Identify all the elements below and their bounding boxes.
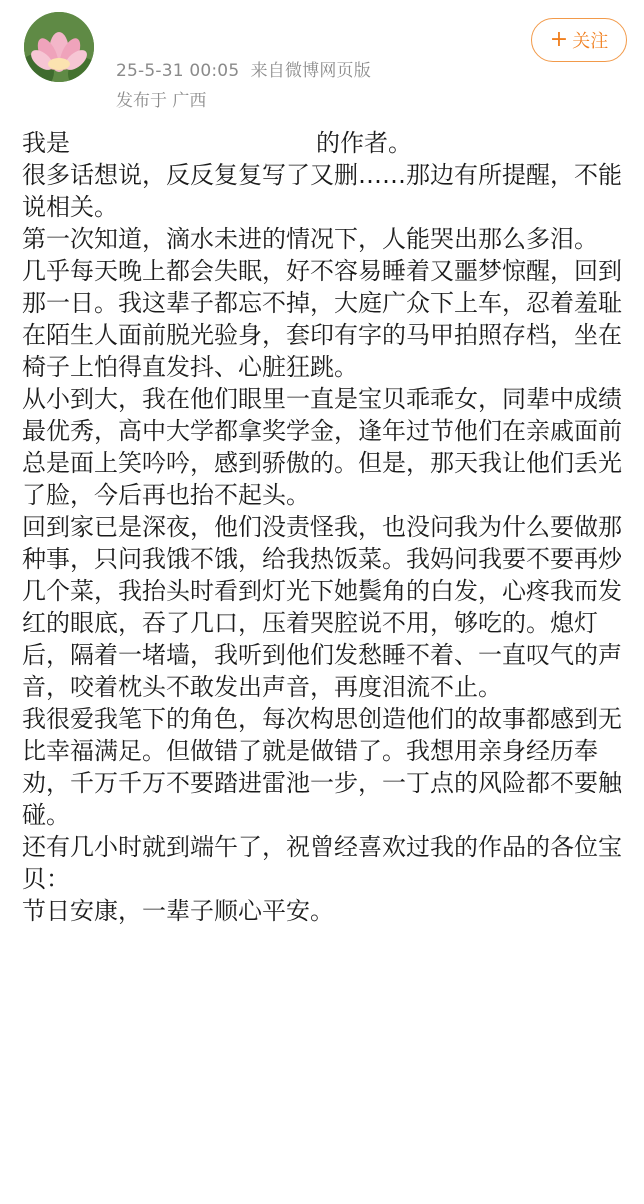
follow-label: 关注: [572, 31, 609, 52]
paragraph-9: 节日安康，一辈子顺心平安。: [22, 897, 334, 925]
post-location: 发布于 广西: [116, 91, 207, 111]
post-source[interactable]: 来自微博网页版: [250, 61, 371, 81]
paragraph-1-before: 我是: [22, 129, 70, 157]
paragraph-1: [22, 127, 622, 159]
post-meta: [116, 56, 371, 81]
avatar[interactable]: [24, 12, 94, 82]
paragraph-1-after: 的作者。: [316, 129, 412, 157]
redacted-username: [108, 8, 338, 46]
paragraph-4: 几乎每天晚上都会失眠，好不容易睡着又噩梦惊醒，回到那一日。我这辈子都忘不掉，大庭广众下上车，忍着羞耻在陌生人面前脱光验身，套印有字的马甲拍照存档，坐在椅子上怕得直发抖、心脏狂跳。: [22, 257, 622, 381]
redacted-title: [70, 127, 316, 155]
paragraph-8: 还有几小时就到端午了，祝曾经喜欢过我的作品的各位宝贝：: [22, 833, 622, 893]
post-timestamp: 25-5-31 00:05: [116, 61, 240, 81]
lotus-avatar-image: [24, 12, 94, 82]
paragraph-6: 回到家已是深夜，他们没责怪我，也没问我为什么要做那种事，只问我饿不饿，给我热饭菜。我妈问我要不要再炒几个菜，我抬头时看到灯光下她鬓角的白发，心疼我而发红的眼底，吞了几口，压着哭腔说不用，够吃的。熄灯后，隔着一堵墙，我听到他们发愁睡不着、一直叹气的声音，咬着枕头不敢发出声音，再度泪流不止。: [22, 513, 622, 701]
follow-button[interactable]: [531, 18, 627, 62]
plus-icon: +: [549, 27, 569, 52]
post-body: [22, 127, 622, 927]
paragraph-5: 从小到大，我在他们眼里一直是宝贝乖乖女，同辈中成绩最优秀，高中大学都拿奖学金，逢年过节他们在亲戚面前总是面上笑吟吟，感到骄傲的。但是，那天我让他们丢光了脸，今后再也抬不起头。: [22, 385, 622, 509]
paragraph-2: 很多话想说，反反复复写了又删……那边有所提醒，不能说相关。: [22, 161, 622, 221]
paragraph-7: 我很爱我笔下的角色，每次构思创造他们的故事都感到无比幸福满足。但做错了就是做错了。我想用亲身经历奉劝，千万千万不要踏进雷池一步，一丁点的风险都不要触碰。: [22, 705, 622, 829]
paragraph-3: 第一次知道，滴水未进的情况下，人能哭出那么多泪。: [22, 225, 598, 253]
